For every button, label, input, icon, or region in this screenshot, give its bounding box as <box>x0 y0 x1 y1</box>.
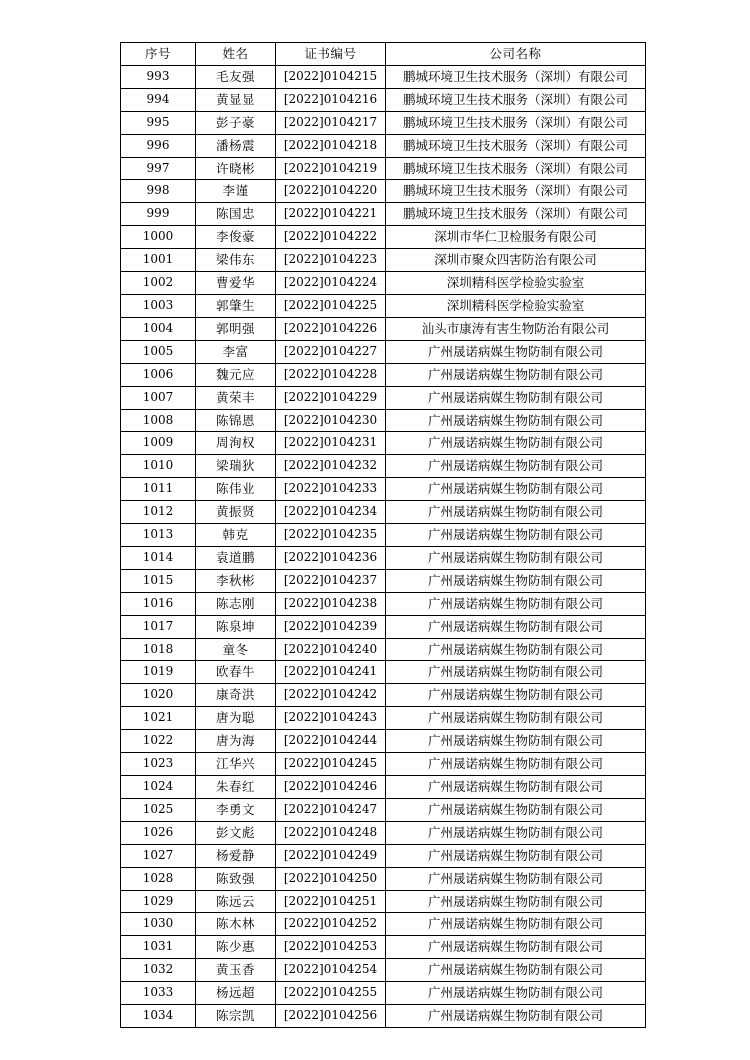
cell-cert: [2022]0104250 <box>276 867 386 890</box>
cell-cert: [2022]0104219 <box>276 157 386 180</box>
cell-company: 广州晟诺病媒生物防制有限公司 <box>386 524 646 547</box>
cell-name: 童冬 <box>196 638 276 661</box>
cell-company: 深圳市聚众四害防治有限公司 <box>386 249 646 272</box>
cell-company: 广州晟诺病媒生物防制有限公司 <box>386 867 646 890</box>
cell-seq: 1007 <box>121 386 196 409</box>
table-header-row <box>121 43 646 66</box>
cell-name: 袁道鹏 <box>196 546 276 569</box>
cell-company: 广州晟诺病媒生物防制有限公司 <box>386 432 646 455</box>
cell-name: 陈泉坤 <box>196 615 276 638</box>
table-row <box>121 317 646 340</box>
table-row <box>121 134 646 157</box>
cell-seq: 1006 <box>121 363 196 386</box>
cell-company: 鹏城环境卫生技术服务（深圳）有限公司 <box>386 180 646 203</box>
cell-cert: [2022]0104228 <box>276 363 386 386</box>
cell-company: 广州晟诺病媒生物防制有限公司 <box>386 753 646 776</box>
table-row <box>121 180 646 203</box>
cell-company: 广州晟诺病媒生物防制有限公司 <box>386 615 646 638</box>
cell-seq: 1021 <box>121 707 196 730</box>
cell-seq: 1008 <box>121 409 196 432</box>
cell-name: 彭文彪 <box>196 821 276 844</box>
cell-company: 广州晟诺病媒生物防制有限公司 <box>386 684 646 707</box>
cell-cert: [2022]0104249 <box>276 844 386 867</box>
cell-seq: 1029 <box>121 890 196 913</box>
cell-name: 梁伟东 <box>196 249 276 272</box>
cell-name: 周洵权 <box>196 432 276 455</box>
table-row <box>121 1005 646 1028</box>
cell-seq: 998 <box>121 180 196 203</box>
cell-name: 毛友强 <box>196 65 276 88</box>
cell-name: 康奇洪 <box>196 684 276 707</box>
cell-cert: [2022]0104244 <box>276 730 386 753</box>
cell-name: 陈国忠 <box>196 203 276 226</box>
cell-cert: [2022]0104223 <box>276 249 386 272</box>
cell-company: 广州晟诺病媒生物防制有限公司 <box>386 959 646 982</box>
table-row <box>121 363 646 386</box>
cell-name: 李勇文 <box>196 798 276 821</box>
cell-company: 广州晟诺病媒生物防制有限公司 <box>386 707 646 730</box>
cell-name: 黄显显 <box>196 88 276 111</box>
cell-company: 广州晟诺病媒生物防制有限公司 <box>386 386 646 409</box>
table-row <box>121 753 646 776</box>
cell-name: 曹爱华 <box>196 272 276 295</box>
cell-name: 郭肇生 <box>196 294 276 317</box>
cell-company: 深圳精科医学检验实验室 <box>386 272 646 295</box>
cell-seq: 993 <box>121 65 196 88</box>
cell-cert: [2022]0104227 <box>276 340 386 363</box>
cell-cert: [2022]0104243 <box>276 707 386 730</box>
cell-name: 韩克 <box>196 524 276 547</box>
cell-name: 陈伟业 <box>196 478 276 501</box>
cell-seq: 1016 <box>121 592 196 615</box>
cell-cert: [2022]0104254 <box>276 959 386 982</box>
cell-cert: [2022]0104241 <box>276 661 386 684</box>
cell-cert: [2022]0104224 <box>276 272 386 295</box>
cell-seq: 1012 <box>121 501 196 524</box>
cell-cert: [2022]0104226 <box>276 317 386 340</box>
cell-name: 李富 <box>196 340 276 363</box>
cell-name: 杨爱静 <box>196 844 276 867</box>
table-row <box>121 111 646 134</box>
cell-seq: 995 <box>121 111 196 134</box>
cell-cert: [2022]0104248 <box>276 821 386 844</box>
table-row <box>121 455 646 478</box>
table-row <box>121 501 646 524</box>
cell-seq: 1010 <box>121 455 196 478</box>
cell-cert: [2022]0104255 <box>276 982 386 1005</box>
cell-name: 李俊豪 <box>196 226 276 249</box>
cell-cert: [2022]0104242 <box>276 684 386 707</box>
cell-cert: [2022]0104235 <box>276 524 386 547</box>
cell-name: 梁瑞狄 <box>196 455 276 478</box>
cell-cert: [2022]0104238 <box>276 592 386 615</box>
cell-company: 深圳精科医学检验实验室 <box>386 294 646 317</box>
cell-company: 鹏城环境卫生技术服务（深圳）有限公司 <box>386 203 646 226</box>
cell-name: 江华兴 <box>196 753 276 776</box>
table-row <box>121 386 646 409</box>
cell-cert: [2022]0104234 <box>276 501 386 524</box>
table-row <box>121 798 646 821</box>
cell-company: 广州晟诺病媒生物防制有限公司 <box>386 546 646 569</box>
cell-seq: 1025 <box>121 798 196 821</box>
cell-company: 深圳市华仁卫检服务有限公司 <box>386 226 646 249</box>
cell-cert: [2022]0104252 <box>276 913 386 936</box>
table-row <box>121 88 646 111</box>
cell-seq: 1019 <box>121 661 196 684</box>
cell-name: 黄振贤 <box>196 501 276 524</box>
table-row <box>121 592 646 615</box>
cell-name: 陈志刚 <box>196 592 276 615</box>
table-row <box>121 546 646 569</box>
cell-seq: 1034 <box>121 1005 196 1028</box>
table-body <box>121 65 646 1027</box>
cell-seq: 1004 <box>121 317 196 340</box>
cell-cert: [2022]0104215 <box>276 65 386 88</box>
cell-seq: 1024 <box>121 776 196 799</box>
cell-company: 广州晟诺病媒生物防制有限公司 <box>386 592 646 615</box>
cell-seq: 1033 <box>121 982 196 1005</box>
cell-company: 广州晟诺病媒生物防制有限公司 <box>386 569 646 592</box>
cell-seq: 1022 <box>121 730 196 753</box>
cell-cert: [2022]0104217 <box>276 111 386 134</box>
cell-cert: [2022]0104233 <box>276 478 386 501</box>
cell-seq: 1015 <box>121 569 196 592</box>
cell-name: 陈宗凯 <box>196 1005 276 1028</box>
cell-cert: [2022]0104218 <box>276 134 386 157</box>
cell-seq: 1018 <box>121 638 196 661</box>
cell-company: 广州晟诺病媒生物防制有限公司 <box>386 730 646 753</box>
cell-seq: 1027 <box>121 844 196 867</box>
table-row <box>121 569 646 592</box>
cell-cert: [2022]0104225 <box>276 294 386 317</box>
table-row <box>121 890 646 913</box>
cell-seq: 997 <box>121 157 196 180</box>
cell-name: 陈锦恩 <box>196 409 276 432</box>
table-row <box>121 982 646 1005</box>
table-row <box>121 340 646 363</box>
cell-seq: 996 <box>121 134 196 157</box>
cell-seq: 1011 <box>121 478 196 501</box>
cell-company: 广州晟诺病媒生物防制有限公司 <box>386 913 646 936</box>
cell-company: 广州晟诺病媒生物防制有限公司 <box>386 844 646 867</box>
table-row <box>121 524 646 547</box>
cell-name: 彭子豪 <box>196 111 276 134</box>
cell-company: 广州晟诺病媒生物防制有限公司 <box>386 501 646 524</box>
cell-seq: 1030 <box>121 913 196 936</box>
cell-cert: [2022]0104222 <box>276 226 386 249</box>
cell-company: 鹏城环境卫生技术服务（深圳）有限公司 <box>386 88 646 111</box>
cell-company: 广州晟诺病媒生物防制有限公司 <box>386 798 646 821</box>
table-row <box>121 249 646 272</box>
cell-name: 陈远云 <box>196 890 276 913</box>
cell-seq: 999 <box>121 203 196 226</box>
column-header-seq: 序号 <box>121 43 196 66</box>
cell-company: 广州晟诺病媒生物防制有限公司 <box>386 363 646 386</box>
cell-seq: 1005 <box>121 340 196 363</box>
table-row <box>121 936 646 959</box>
cell-company: 广州晟诺病媒生物防制有限公司 <box>386 661 646 684</box>
cell-cert: [2022]0104221 <box>276 203 386 226</box>
cell-name: 黄荣丰 <box>196 386 276 409</box>
cell-cert: [2022]0104232 <box>276 455 386 478</box>
cell-name: 陈致强 <box>196 867 276 890</box>
cell-cert: [2022]0104253 <box>276 936 386 959</box>
table-row <box>121 638 646 661</box>
table-row <box>121 65 646 88</box>
cell-company: 广州晟诺病媒生物防制有限公司 <box>386 982 646 1005</box>
cell-name: 陈木林 <box>196 913 276 936</box>
cell-company: 广州晟诺病媒生物防制有限公司 <box>386 1005 646 1028</box>
cell-seq: 1023 <box>121 753 196 776</box>
cell-seq: 1014 <box>121 546 196 569</box>
table-row <box>121 157 646 180</box>
cell-name: 潘杨震 <box>196 134 276 157</box>
cell-company: 鹏城环境卫生技术服务（深圳）有限公司 <box>386 134 646 157</box>
cell-name: 许晓彬 <box>196 157 276 180</box>
cell-seq: 1032 <box>121 959 196 982</box>
cell-company: 广州晟诺病媒生物防制有限公司 <box>386 340 646 363</box>
cell-name: 杨远超 <box>196 982 276 1005</box>
table-row <box>121 203 646 226</box>
column-header-cert: 证书编号 <box>276 43 386 66</box>
table-row <box>121 707 646 730</box>
cell-seq: 1020 <box>121 684 196 707</box>
cell-seq: 1028 <box>121 867 196 890</box>
cell-name: 黄玉香 <box>196 959 276 982</box>
cell-cert: [2022]0104245 <box>276 753 386 776</box>
cell-name: 李谨 <box>196 180 276 203</box>
table-row <box>121 272 646 295</box>
table-row <box>121 844 646 867</box>
cell-name: 唐为聪 <box>196 707 276 730</box>
cell-company: 鹏城环境卫生技术服务（深圳）有限公司 <box>386 157 646 180</box>
cell-cert: [2022]0104229 <box>276 386 386 409</box>
cell-cert: [2022]0104246 <box>276 776 386 799</box>
cell-name: 欧春牛 <box>196 661 276 684</box>
cell-cert: [2022]0104236 <box>276 546 386 569</box>
cell-cert: [2022]0104256 <box>276 1005 386 1028</box>
cell-seq: 1026 <box>121 821 196 844</box>
cell-company: 广州晟诺病媒生物防制有限公司 <box>386 409 646 432</box>
cell-seq: 994 <box>121 88 196 111</box>
table-row <box>121 959 646 982</box>
cell-seq: 1031 <box>121 936 196 959</box>
table-row <box>121 294 646 317</box>
table-row <box>121 409 646 432</box>
table-row <box>121 867 646 890</box>
cell-company: 广州晟诺病媒生物防制有限公司 <box>386 638 646 661</box>
table-row <box>121 432 646 455</box>
cell-company: 广州晟诺病媒生物防制有限公司 <box>386 776 646 799</box>
table-row <box>121 776 646 799</box>
cell-company: 广州晟诺病媒生物防制有限公司 <box>386 890 646 913</box>
cell-company: 广州晟诺病媒生物防制有限公司 <box>386 821 646 844</box>
cell-company: 鹏城环境卫生技术服务（深圳）有限公司 <box>386 65 646 88</box>
cell-company: 汕头市康涛有害生物防治有限公司 <box>386 317 646 340</box>
cell-seq: 1017 <box>121 615 196 638</box>
table-row <box>121 661 646 684</box>
cell-name: 李秋彬 <box>196 569 276 592</box>
certificate-table <box>120 42 646 1028</box>
cell-company: 广州晟诺病媒生物防制有限公司 <box>386 936 646 959</box>
table-row <box>121 913 646 936</box>
cell-cert: [2022]0104237 <box>276 569 386 592</box>
column-header-name: 姓名 <box>196 43 276 66</box>
cell-cert: [2022]0104240 <box>276 638 386 661</box>
cell-company: 广州晟诺病媒生物防制有限公司 <box>386 478 646 501</box>
cell-seq: 1013 <box>121 524 196 547</box>
cell-seq: 1003 <box>121 294 196 317</box>
cell-cert: [2022]0104247 <box>276 798 386 821</box>
table-row <box>121 730 646 753</box>
cell-cert: [2022]0104216 <box>276 88 386 111</box>
column-header-company: 公司名称 <box>386 43 646 66</box>
cell-seq: 1002 <box>121 272 196 295</box>
cell-company: 鹏城环境卫生技术服务（深圳）有限公司 <box>386 111 646 134</box>
certificate-table-container <box>120 42 645 1028</box>
table-header <box>121 43 646 66</box>
cell-seq: 1001 <box>121 249 196 272</box>
cell-cert: [2022]0104220 <box>276 180 386 203</box>
cell-name: 郭明强 <box>196 317 276 340</box>
table-row <box>121 478 646 501</box>
table-row <box>121 684 646 707</box>
cell-name: 陈少惠 <box>196 936 276 959</box>
cell-cert: [2022]0104230 <box>276 409 386 432</box>
cell-name: 朱春红 <box>196 776 276 799</box>
cell-cert: [2022]0104239 <box>276 615 386 638</box>
cell-cert: [2022]0104251 <box>276 890 386 913</box>
cell-company: 广州晟诺病媒生物防制有限公司 <box>386 455 646 478</box>
cell-name: 魏元应 <box>196 363 276 386</box>
table-row <box>121 615 646 638</box>
cell-cert: [2022]0104231 <box>276 432 386 455</box>
cell-name: 唐为海 <box>196 730 276 753</box>
table-row <box>121 226 646 249</box>
cell-seq: 1009 <box>121 432 196 455</box>
cell-seq: 1000 <box>121 226 196 249</box>
table-row <box>121 821 646 844</box>
